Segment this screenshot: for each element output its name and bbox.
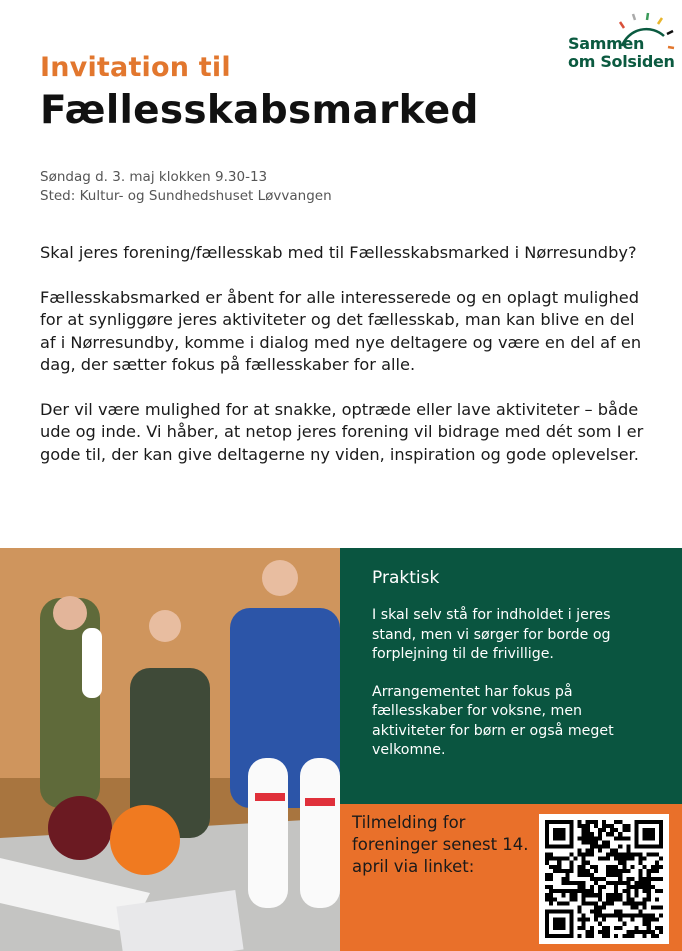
qr-code[interactable] — [539, 814, 669, 944]
kicker: Invitation til — [40, 52, 231, 83]
page-title: Fællesskabsmarked — [40, 88, 479, 133]
signup-panel — [340, 804, 682, 951]
event-meta — [40, 168, 332, 206]
logo — [560, 8, 675, 70]
practical-heading: Praktisk — [372, 568, 440, 588]
event-photo — [0, 548, 340, 951]
practical-info-panel — [340, 548, 682, 804]
signup-text: Tilmelding for foreninger senest 14. april via linket: — [352, 813, 529, 876]
practical-text: I skal selv stå for indholdet i jeres stand, men vi sørger for borde og forplejning til de frivillige. — [372, 607, 611, 662]
practical-text: Arrangementet har fokus på fællesskaber for voksne, men aktiviteter for børn er også meget velkomne. — [372, 683, 614, 758]
paragraph: Fællesskabsmarked er åbent for alle interesserede og en oplagt mulighed for at synliggøre jeres aktiviteter og det fællesskab, man kan blive en del af i Nørresundby, komme i dialog med nye deltagere og være en del af en dag, der sætter fokus på fællesskaber for alle. — [40, 287, 642, 374]
logo-line-2: om Solsiden — [568, 52, 675, 71]
event-date: Søndag d. 3. maj klokken 9.30-13 — [40, 169, 268, 185]
body-text — [40, 242, 650, 488]
logo-line-1: Sammen — [568, 34, 645, 53]
event-place: Sted: Kultur- og Sundhedshuset Løvvangen — [40, 188, 332, 204]
paragraph: Der vil være mulighed for at snakke, optræde eller lave aktiviteter – både ude og inde. Vi håber, at netop jeres forening vil bidrage med dét som I er gode til, der kan give deltagerne ny viden, inspiration og gode oplevelser. — [40, 399, 644, 464]
paragraph: Skal jeres forening/fællesskab med til Fællesskabsmarked i Nørresundby? — [40, 243, 637, 262]
